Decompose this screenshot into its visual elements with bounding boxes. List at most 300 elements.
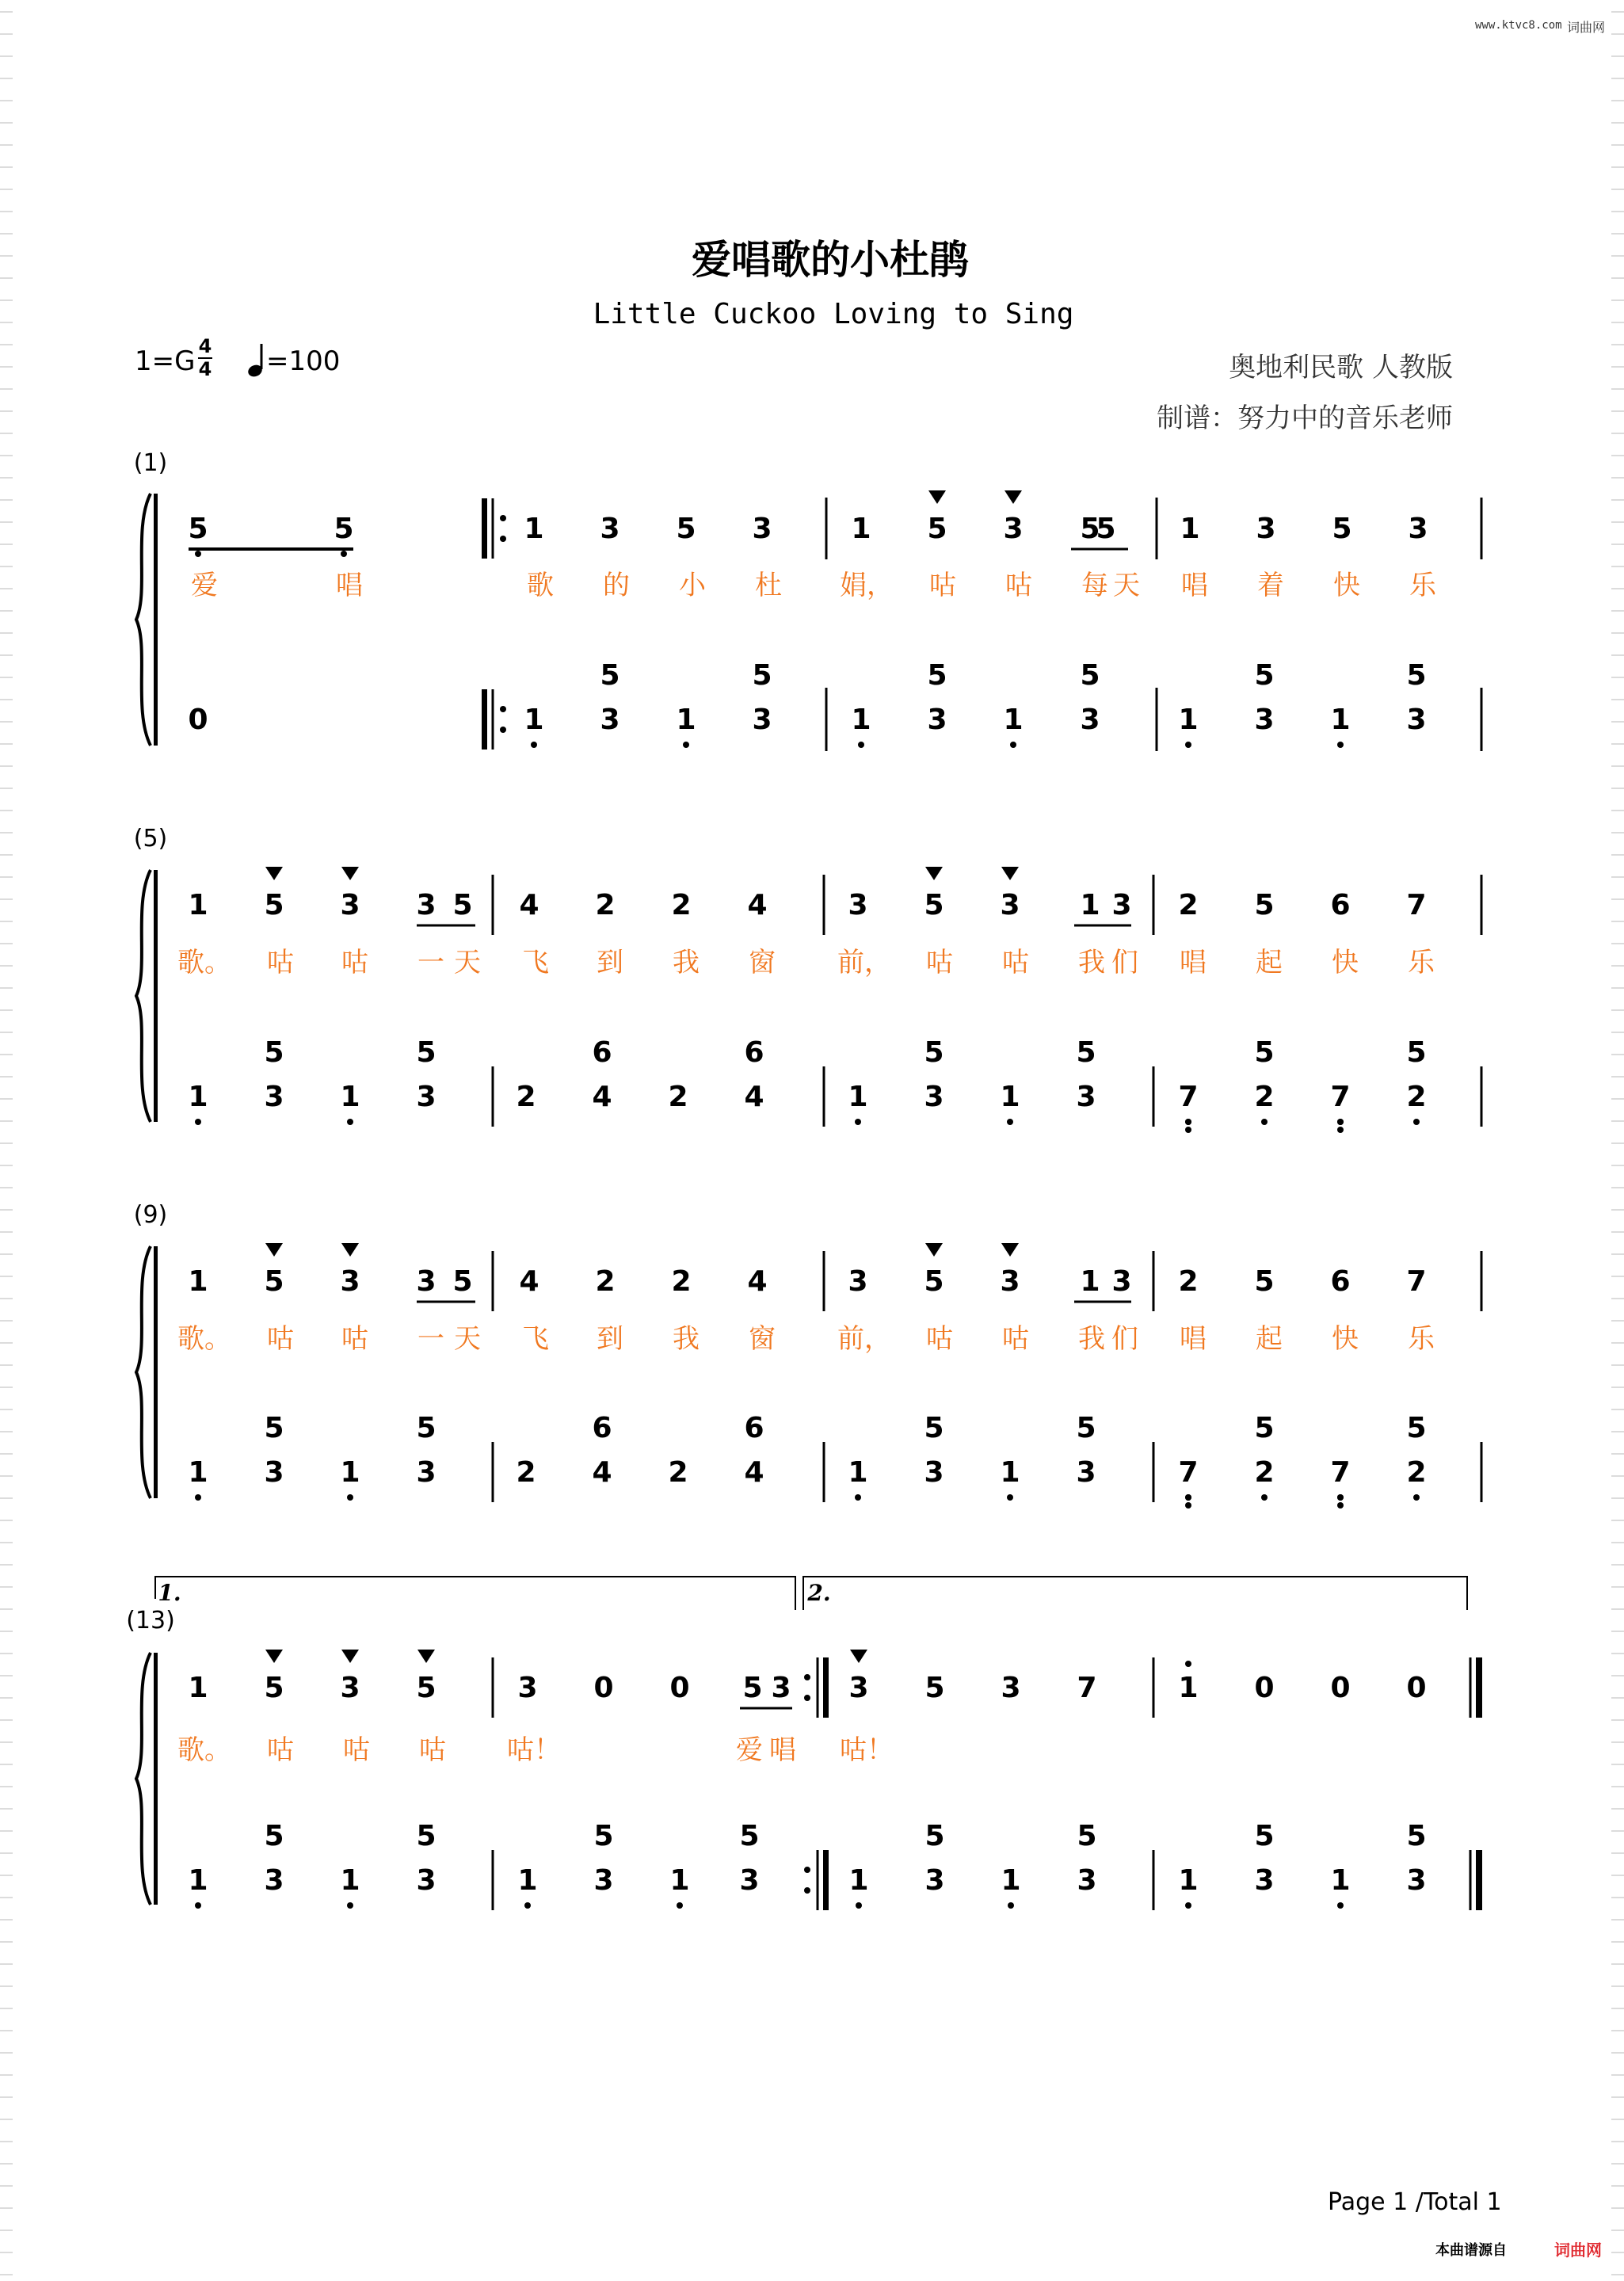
lyric: 娟， (840, 570, 894, 601)
melody-note: 5 (927, 513, 947, 545)
octave-dot-below (341, 551, 347, 557)
melody-note: 7 (1077, 1672, 1097, 1704)
melody-note: 4 (519, 1265, 539, 1298)
lyric: 我 (673, 1323, 700, 1355)
accent-mark (265, 1650, 283, 1663)
lyric: 窗 (749, 947, 776, 978)
lyric: 咕 (343, 1734, 370, 1766)
bass-note: 4 (744, 1456, 764, 1489)
accent-mark (341, 1243, 359, 1257)
melody-note: 3 (1256, 513, 1276, 545)
bass-note: 1 (676, 704, 696, 736)
bass-note: 2 (516, 1456, 536, 1489)
bass-note: 2 (1254, 1081, 1275, 1113)
bass-note: 3 (264, 1864, 284, 1897)
melody-note: 3 (517, 1672, 538, 1704)
octave-dot-below (1007, 1119, 1013, 1125)
melody-note: 5 (416, 1672, 436, 1704)
melody-note: 3 (752, 513, 772, 545)
bass-note: 7 (1178, 1081, 1199, 1113)
bass-note: 3 (752, 704, 772, 736)
melody-note: 3 (1408, 513, 1428, 545)
melody-note: 0 (1254, 1672, 1275, 1704)
accent-mark (928, 490, 946, 504)
lyric: 起 (1256, 947, 1283, 978)
song-origin: 奥地利民歌 人教版 (1229, 352, 1453, 383)
octave-dot-below (195, 1902, 201, 1909)
octave-dot-below (858, 742, 864, 748)
bass-note: 3 (416, 1864, 436, 1897)
lyric: 咕 (1002, 947, 1029, 978)
melody-note: 5 (676, 513, 696, 545)
bass-upper-note: 5 (416, 1412, 436, 1444)
melody-note: 7 (1406, 889, 1427, 921)
melody-note: 3 (848, 1672, 869, 1704)
bass-note: 3 (1254, 1864, 1275, 1897)
bass-note: 1 (1003, 704, 1024, 736)
system-brace (136, 870, 151, 1122)
octave-dot-below (1185, 1119, 1191, 1125)
final-thick (1476, 1850, 1482, 1910)
lyric: 我 (673, 947, 700, 978)
octave-dot-below (347, 1902, 353, 1909)
bass-upper-note: 5 (752, 659, 772, 692)
lyric: 咕 (1005, 570, 1032, 601)
lyric: 咕！ (840, 1734, 894, 1766)
site-logo: 词曲网 (1567, 20, 1606, 35)
accent-mark (850, 1650, 867, 1663)
melody-note: 5 (264, 1265, 284, 1298)
melody-note: 5 (264, 889, 284, 921)
bass-upper-note: 5 (593, 1820, 614, 1852)
octave-dot-below (1337, 1119, 1344, 1125)
melody-note: 1 (1180, 513, 1200, 545)
melody-note: 3 (340, 889, 360, 921)
volta-2-label: 2. (807, 1580, 831, 1606)
bass-note: 3 (1080, 704, 1100, 736)
bass-note: 1 (188, 1864, 208, 1897)
bass-note: 2 (668, 1456, 688, 1489)
repeat-dot (500, 515, 506, 521)
lyric: 乐 (1408, 1323, 1435, 1355)
melody-note: 5 (1254, 889, 1275, 921)
accent-mark (265, 867, 283, 880)
melody-note: 5 (1332, 513, 1352, 545)
bass-note: 3 (416, 1456, 436, 1489)
melody-note: 3 (848, 889, 868, 921)
repeat-dot (804, 1887, 810, 1894)
lyric: 飞 (522, 1323, 549, 1355)
lyric: 咕 (267, 947, 294, 978)
bass-note: 2 (516, 1081, 536, 1113)
bass-upper-note: 5 (1406, 659, 1427, 692)
melody-note: 3 (1111, 1265, 1132, 1298)
melody-note: 2 (671, 889, 692, 921)
lyric: 一 (417, 947, 444, 978)
octave-dot-below (1185, 1494, 1191, 1501)
bass-note: 7 (1330, 1081, 1351, 1113)
bass-note: 3 (264, 1081, 284, 1113)
lyric: 唱 (1180, 1323, 1207, 1355)
lyric: 到 (597, 947, 623, 978)
octave-dot-below (195, 551, 201, 557)
octave-dot-below (1185, 742, 1191, 748)
bass-note: 1 (848, 1456, 868, 1489)
bass-upper-note: 5 (1254, 659, 1275, 692)
melody-note: 2 (1178, 889, 1199, 921)
octave-dot-below (531, 742, 537, 748)
melody-note: 1 (1178, 1672, 1199, 1704)
repeat-dot (500, 706, 506, 712)
bass-note: 4 (744, 1081, 764, 1113)
source-logo: 词曲网 (1554, 2241, 1602, 2260)
octave-dot-below (1010, 742, 1016, 748)
bass-upper-note: 5 (264, 1820, 284, 1852)
melody-note: 0 (1330, 1672, 1351, 1704)
melody-note: 5 (334, 513, 354, 545)
melody-note: 5 (1096, 513, 1116, 545)
repeat-end-thick (823, 1657, 829, 1718)
lyric: 咕 (267, 1734, 294, 1766)
bass-note: 3 (924, 1081, 944, 1113)
bass-note: 3 (1406, 704, 1427, 736)
system-brace (136, 1246, 151, 1498)
octave-dot-below (1337, 1502, 1344, 1509)
accent-mark (1005, 490, 1022, 504)
measure-number: (13) (126, 1607, 175, 1634)
bass-note: 3 (739, 1864, 760, 1897)
lyric: 咕 (419, 1734, 446, 1766)
bass-upper-note: 5 (1254, 1412, 1275, 1444)
melody-note: 0 (1406, 1672, 1427, 1704)
repeat-dot (500, 727, 506, 733)
lyric: 前， (837, 1323, 891, 1355)
bass-note: 1 (1330, 1864, 1351, 1897)
melody-note: 5 (452, 889, 473, 921)
site-url: www.ktvc8.com (1475, 19, 1562, 32)
bass-note: 3 (924, 1456, 944, 1489)
melody-note: 5 (452, 1265, 473, 1298)
accent-mark (265, 1243, 283, 1257)
time-signature-bottom: 4 (198, 358, 212, 380)
bass-note: 3 (1076, 1081, 1096, 1113)
melody-note: 1 (851, 513, 871, 545)
octave-dot-below (1007, 1494, 1013, 1501)
accent-mark (417, 1650, 435, 1663)
bass-upper-note: 5 (1406, 1412, 1427, 1444)
lyric: 咕 (926, 1323, 953, 1355)
bass-note: 2 (668, 1081, 688, 1113)
melody-note: 5 (188, 513, 208, 545)
lyric: 杜 (755, 570, 782, 601)
measure-number: (5) (133, 825, 168, 853)
melody-note: 2 (671, 1265, 692, 1298)
lyric: 每 (1081, 570, 1108, 601)
melody-note: 5 (924, 889, 944, 921)
octave-dot-below (524, 1902, 531, 1909)
bass-note: 1 (669, 1864, 690, 1897)
volta-2-bracket (803, 1577, 1467, 1610)
final-thick (1476, 1657, 1482, 1718)
bass-note: 3 (927, 704, 947, 736)
system-bracket-line (154, 494, 158, 746)
melody-note: 2 (595, 889, 616, 921)
bass-upper-note: 5 (1080, 659, 1100, 692)
octave-dot-below (347, 1494, 353, 1501)
melody-note: 4 (747, 1265, 768, 1298)
bass-note: 1 (188, 1456, 208, 1489)
melody-note: 0 (669, 1672, 690, 1704)
lyric: 快 (1332, 947, 1359, 978)
repeat-dot (804, 1674, 810, 1680)
octave-dot-below (1337, 742, 1344, 748)
bass-upper-note: 5 (416, 1036, 436, 1069)
melody-note: 5 (1080, 513, 1100, 545)
octave-dot-below (855, 1119, 861, 1125)
accent-mark (1001, 867, 1019, 880)
volta-1-bracket (155, 1577, 795, 1610)
lyric: 窗 (749, 1323, 776, 1355)
lyric: 咕 (341, 1323, 368, 1355)
octave-dot-below (1261, 1494, 1268, 1501)
bass-note: 1 (1330, 704, 1351, 736)
lyric: 歌。 (177, 1323, 231, 1355)
lyric: 快 (1333, 570, 1360, 601)
score-title: 爱唱歌的小杜鹃 (692, 237, 969, 283)
bass-note: 1 (340, 1864, 360, 1897)
octave-dot-below (195, 1494, 201, 1501)
bass-upper-note: 5 (416, 1820, 436, 1852)
bass-note: 1 (1178, 1864, 1199, 1897)
bass-note: 7 (1178, 1456, 1199, 1489)
accent-mark (925, 867, 943, 880)
system-brace (136, 494, 151, 746)
melody-note: 5 (742, 1672, 763, 1704)
tempo-marking: =100 (266, 345, 341, 377)
bass-note: 1 (848, 1864, 869, 1897)
bass-note: 3 (1254, 704, 1275, 736)
bass-upper-note: 5 (927, 659, 947, 692)
melody-note: 3 (340, 1672, 360, 1704)
melody-note: 4 (519, 889, 539, 921)
octave-dot-below (1337, 1127, 1344, 1133)
bass-upper-note: 6 (592, 1036, 612, 1069)
bass-note: 1 (1001, 1864, 1021, 1897)
bass-note: 1 (1000, 1081, 1020, 1113)
bass-note: 3 (264, 1456, 284, 1489)
melody-note: 3 (1003, 513, 1024, 545)
bass-note: 3 (600, 704, 620, 736)
bass-upper-note: 5 (1076, 1036, 1096, 1069)
octave-dot-below (855, 1494, 861, 1501)
bass-note: 1 (1178, 704, 1199, 736)
octave-dot-below (195, 1119, 201, 1125)
lyric: 唱 (1180, 947, 1207, 978)
melody-note: 3 (340, 1265, 360, 1298)
lyric: 咕 (926, 947, 953, 978)
bass-note: 3 (593, 1864, 614, 1897)
lyric: 乐 (1409, 570, 1436, 601)
bass-upper-note: 5 (1254, 1820, 1275, 1852)
melody-note: 1 (1080, 1265, 1100, 1298)
bass-upper-note: 5 (1076, 1412, 1096, 1444)
lyric: 唱 (1181, 570, 1208, 601)
lyric: 咕 (267, 1323, 294, 1355)
accent-mark (1001, 1243, 1019, 1257)
lyric: 我 (1078, 1323, 1105, 1355)
bass-upper-note: 5 (1406, 1036, 1427, 1069)
melody-note: 3 (848, 1265, 868, 1298)
octave-dot-below (1185, 1127, 1191, 1133)
bass-note: 4 (592, 1456, 612, 1489)
system-brace (136, 1653, 151, 1905)
lyric: 我 (1078, 947, 1105, 978)
melody-note: 5 (264, 1672, 284, 1704)
melody-note: 1 (188, 1672, 208, 1704)
bass-note: 3 (1406, 1864, 1427, 1897)
octave-dot-below (347, 1119, 353, 1125)
octave-dot-below (1413, 1494, 1420, 1501)
bass-note: 7 (1330, 1456, 1351, 1489)
octave-dot-below (1008, 1902, 1014, 1909)
system-bracket-line (154, 870, 158, 1122)
melody-note: 3 (771, 1672, 791, 1704)
bass-note: 1 (517, 1864, 538, 1897)
melody-note: 3 (1001, 1672, 1021, 1704)
octave-dot-below (1413, 1119, 1420, 1125)
lyric: 前， (837, 947, 891, 978)
bass-upper-note: 5 (264, 1036, 284, 1069)
melody-note: 6 (1330, 1265, 1351, 1298)
lyric: 咕 (929, 570, 956, 601)
lyric: 天 (454, 1323, 481, 1355)
bass-note: 2 (1406, 1081, 1427, 1113)
lyric: 一 (417, 1323, 444, 1355)
measure-number: (9) (133, 1201, 168, 1229)
bass-note: 3 (416, 1081, 436, 1113)
lyric: 起 (1256, 1323, 1283, 1355)
arranger-credit: 制谱：努力中的音乐老师 (1157, 402, 1453, 434)
lyric: 歌。 (177, 1734, 231, 1766)
source-label: 本曲谱源自 (1435, 2242, 1507, 2259)
accent-mark (341, 867, 359, 880)
lyric: 咕！ (507, 1734, 561, 1766)
bass-upper-note: 5 (1254, 1036, 1275, 1069)
lyric: 唱 (336, 570, 363, 601)
measure-number: (1) (133, 449, 168, 477)
repeat-end-thick (823, 1850, 829, 1910)
melody-note: 3 (1111, 889, 1132, 921)
melody-note: 3 (1000, 1265, 1020, 1298)
octave-dot-below (683, 742, 689, 748)
lyric: 咕 (1002, 1323, 1029, 1355)
melody-note: 3 (416, 1265, 436, 1298)
bass-note: 3 (924, 1864, 945, 1897)
octave-dot-above (1185, 1661, 1191, 1667)
page-number: Page 1 /Total 1 (1328, 2188, 1502, 2216)
bass-note: 4 (592, 1081, 612, 1113)
melody-note: 4 (747, 889, 768, 921)
bass-note: 1 (188, 1081, 208, 1113)
melody-note: 3 (600, 513, 620, 545)
melody-note: 1 (1080, 889, 1100, 921)
bass-note: 3 (1077, 1864, 1097, 1897)
lyric: 爱 (736, 1734, 763, 1766)
repeat-dot (500, 536, 506, 542)
bass-upper-note: 5 (924, 1412, 944, 1444)
melody-note: 6 (1330, 889, 1351, 921)
lyric: 天 (454, 947, 481, 978)
bass-note: 1 (340, 1081, 360, 1113)
key-signature: 1=G (135, 345, 196, 377)
lyric: 快 (1332, 1323, 1359, 1355)
bass-upper-note: 6 (744, 1036, 764, 1069)
melody-note: 0 (593, 1672, 614, 1704)
repeat-dot (804, 1695, 810, 1701)
melody-note: 5 (1254, 1265, 1275, 1298)
repeat-dot (804, 1867, 810, 1873)
repeat-start-thick (482, 689, 487, 750)
octave-dot-below (856, 1902, 862, 1909)
bass-upper-note: 5 (1077, 1820, 1097, 1852)
lyric: 们 (1111, 1323, 1138, 1355)
melody-note: 5 (924, 1265, 944, 1298)
bass-note: 2 (1406, 1456, 1427, 1489)
lyric: 到 (597, 1323, 623, 1355)
melody-note: 7 (1406, 1265, 1427, 1298)
bass-upper-note: 5 (600, 659, 620, 692)
lyric: 的 (603, 570, 630, 601)
lyric: 歌。 (177, 947, 231, 978)
lyric: 着 (1257, 570, 1284, 601)
melody-note: 5 (924, 1672, 945, 1704)
melody-note: 3 (1000, 889, 1020, 921)
time-signature-top: 4 (198, 335, 212, 357)
lyric: 飞 (522, 947, 549, 978)
bass-upper-note: 5 (264, 1412, 284, 1444)
lyric: 爱 (191, 570, 218, 601)
bass-upper-note: 5 (924, 1036, 944, 1069)
melody-note: 3 (416, 889, 436, 921)
bass-upper-note: 5 (924, 1820, 945, 1852)
bass-note: 3 (1076, 1456, 1096, 1489)
bass-note: 1 (848, 1081, 868, 1113)
lyric: 天 (1113, 570, 1140, 601)
octave-dot-below (1337, 1902, 1344, 1909)
bass-upper-note: 5 (1406, 1820, 1427, 1852)
octave-dot-below (677, 1902, 683, 1909)
bass-upper-note: 5 (739, 1820, 760, 1852)
octave-dot-below (1185, 1902, 1191, 1909)
melody-note: 1 (188, 889, 208, 921)
bass-note: 1 (1000, 1456, 1020, 1489)
octave-dot-below (1337, 1494, 1344, 1501)
bass-note: 0 (188, 704, 208, 736)
bass-note: 1 (851, 704, 871, 736)
bass-upper-note: 6 (744, 1412, 764, 1444)
bass-note: 1 (340, 1456, 360, 1489)
lyric: 歌 (527, 570, 554, 601)
bass-upper-note: 6 (592, 1412, 612, 1444)
volta-1-label: 1. (158, 1580, 181, 1606)
bass-note: 2 (1254, 1456, 1275, 1489)
lyric: 们 (1111, 947, 1138, 978)
system-bracket-line (154, 1653, 158, 1905)
lyric: 小 (679, 570, 706, 601)
melody-note: 1 (524, 513, 544, 545)
melody-note: 1 (188, 1265, 208, 1298)
accent-mark (925, 1243, 943, 1257)
